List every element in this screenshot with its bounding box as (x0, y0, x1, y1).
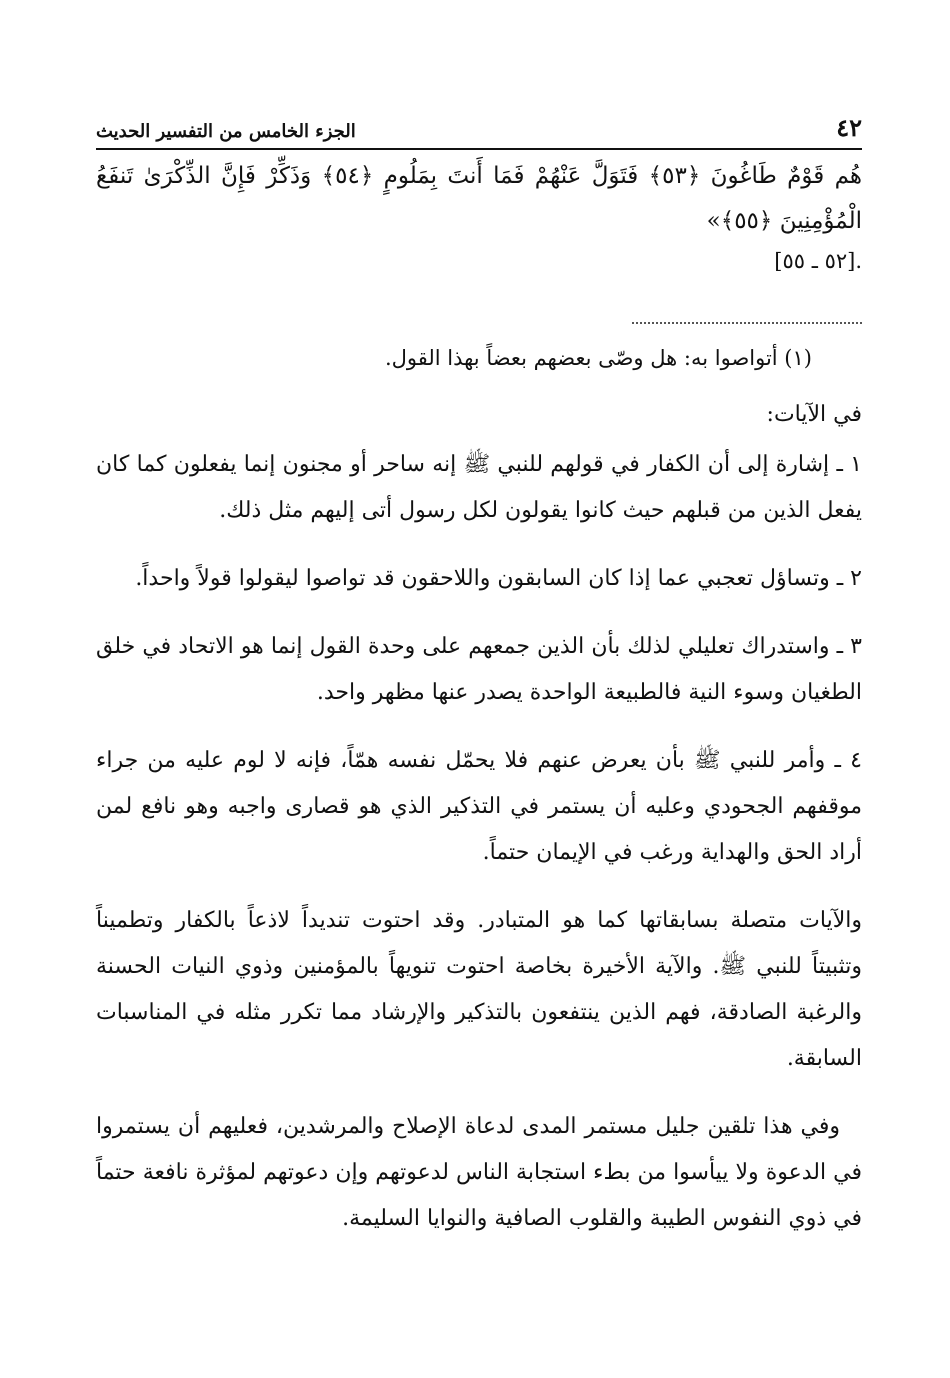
quran-verse: هُم قَوْمٌ طَاغُونَ ﴿٥٣﴾ فَتَوَلَّ عَنْهُمْ فَمَا أَنتَ بِمَلُومٍ ﴿٥٤﴾ وَذَكِّرْ فَإِنَّ الذِّكْرَىٰ تَنفَعُ الْمُؤْمِنِينَ ﴿٥٥﴾» (96, 163, 863, 234)
commentary-paragraph-1: والآيات متصلة بسابقاتها كما هو المتبادر. وقد احتوت تنديداً لاذعاً بالكفار وتطميناً وتثبيتاً للنبي ﷺ. والآية الأخيرة بخاصة احتوت تنويهاً بالمؤمنين وذوي النيات الحسنة والرغبة الصادقة، فهم الذين ينتفعون بالتذكير والإرشاد مما تكرر مثله في المناسبات السابقة. (96, 908, 862, 1071)
point-1: ١ ـ إشارة إلى أن الكفار في قولهم للنبي ﷺ إنه ساحر أو مجنون إنما يفعلون كما كان يفعل الذين من قبلهم حيث كانوا يقولون لكل رسول أتى إليهم مثل ذلك. (96, 452, 862, 523)
book-page (96, 108, 862, 1264)
point-3: ٣ ـ واستدراك تعليلي لذلك بأن الذين جمعهم على وحدة القول إنما هو الاتحاد في خلق الطغيان وسوء النية فالطبيعة الواحدة يصدر عنها مظهر واحد. (96, 634, 862, 705)
commentary-paragraph-2: وفي هذا تلقين جليل مستمر المدى لدعاة الإصلاح والمرشدين، فعليهم أن يستمروا في الدعوة ولا ييأسوا من بطء استجابة الناس لدعوتهم وإن دعوتهم لمؤثرة نافعة حتماً في ذوي النفوس الطيبة والقلوب الصافية والنوايا السليمة. (96, 1114, 862, 1231)
footnote-separator (632, 322, 862, 324)
running-header (96, 108, 862, 150)
footnote: (١) أتواصوا به: هل وصّى بعضهم بعضاً بهذا القول. (384, 346, 812, 370)
section-heading: في الآيات: (766, 402, 862, 427)
verse-reference: .[٥٢ ـ ٥٥] (774, 249, 862, 273)
point-4: ٤ ـ وأمر للنبي ﷺ بأن يعرض عنهم فلا يحمّل نفسه همّاً، فإنه لا لوم عليه من جراء موقفهم الجحودي وعليه أن يستمر في التذكير الذي هو قصارى واجبه وهو نافع لمن أراد الحق والهداية ورغب في الإيمان حتماً. (96, 748, 862, 865)
running-title: الجزء الخامس من التفسير الحديث (96, 121, 356, 142)
point-2: ٢ ـ وتساؤل تعجبي عما إذا كان السابقون واللاحقون قد تواصوا ليقولوا قولاً واحداً. (135, 566, 862, 591)
page-number: ٤٢ (836, 113, 862, 142)
